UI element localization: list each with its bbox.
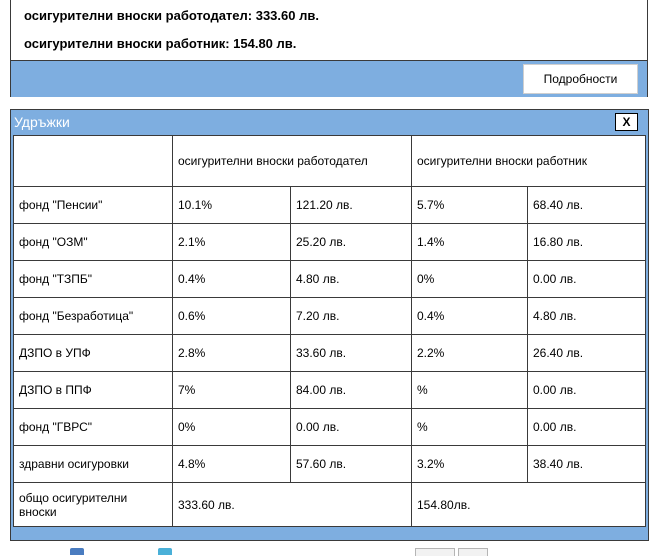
employer-contributions-total: осигурителни вноски работодател: 333.60 лв.: [24, 8, 319, 23]
employee-amount: 16.80 лв.: [528, 224, 646, 261]
contributions-summary: [10, 0, 648, 97]
employer-amount: 121.20 лв.: [291, 187, 412, 224]
summary-footer-bar: [11, 60, 647, 97]
total-row: [14, 483, 646, 527]
employee-percent: 5.7%: [412, 187, 528, 224]
employer-amount: 7.20 лв.: [291, 298, 412, 335]
employee-percent: 2.2%: [412, 335, 528, 372]
header-employer: осигурителни вноски работодател: [173, 136, 412, 187]
details-button[interactable]: Подробности: [523, 64, 638, 94]
table-row: [14, 372, 646, 409]
employer-percent: 2.8%: [173, 335, 291, 372]
employee-contributions-total: осигурителни вноски работник: 154.80 лв.: [24, 36, 297, 51]
row-label: фонд "ОЗМ": [14, 224, 173, 261]
employer-percent: 10.1%: [173, 187, 291, 224]
employer-percent: 0.6%: [173, 298, 291, 335]
employer-percent: 7%: [173, 372, 291, 409]
table-row: [14, 224, 646, 261]
employee-percent: 1.4%: [412, 224, 528, 261]
employee-percent: %: [412, 409, 528, 446]
total-employer: 333.60 лв.: [173, 483, 412, 527]
employee-amount: 4.80 лв.: [528, 298, 646, 335]
employee-percent: 3.2%: [412, 446, 528, 483]
table-row: [14, 446, 646, 483]
employer-amount: 33.60 лв.: [291, 335, 412, 372]
table-row: [14, 335, 646, 372]
row-label: ДЗПО в ППФ: [14, 372, 173, 409]
employee-amount: 0.00 лв.: [528, 372, 646, 409]
row-label: фонд "ТЗПБ": [14, 261, 173, 298]
toolbar-icon[interactable]: [158, 548, 172, 555]
employer-amount: 25.20 лв.: [291, 224, 412, 261]
bottom-controls-strip: [0, 548, 658, 555]
employee-percent: %: [412, 372, 528, 409]
toolbar-icon[interactable]: [70, 548, 84, 555]
row-label: фонд "Пенсии": [14, 187, 173, 224]
table-row: [14, 298, 646, 335]
employer-percent: 0%: [173, 409, 291, 446]
employer-percent: 4.8%: [173, 446, 291, 483]
header-employee: осигурителни вноски работник: [412, 136, 646, 187]
deductions-table: [13, 135, 646, 527]
table-row: [14, 409, 646, 446]
employee-amount: 68.40 лв.: [528, 187, 646, 224]
row-label: фонд "ГВРС": [14, 409, 173, 446]
employee-amount: 0.00 лв.: [528, 409, 646, 446]
total-employee: 154.80лв.: [412, 483, 646, 527]
deductions-panel: [10, 109, 649, 541]
employee-percent: 0.4%: [412, 298, 528, 335]
employer-percent: 0.4%: [173, 261, 291, 298]
employee-percent: 0%: [412, 261, 528, 298]
total-label: общо осигурителни вноски: [14, 483, 173, 527]
deductions-panel-title: Удръжки: [14, 114, 70, 130]
employer-amount: 0.00 лв.: [291, 409, 412, 446]
table-row: [14, 261, 646, 298]
close-button[interactable]: X: [615, 113, 638, 131]
row-label: фонд "Безработица": [14, 298, 173, 335]
employee-amount: 38.40 лв.: [528, 446, 646, 483]
row-label: здравни осигуровки: [14, 446, 173, 483]
employer-amount: 84.00 лв.: [291, 372, 412, 409]
employer-percent: 2.1%: [173, 224, 291, 261]
employee-amount: 0.00 лв.: [528, 261, 646, 298]
header-empty-cell: [14, 136, 173, 187]
row-label: ДЗПО в УПФ: [14, 335, 173, 372]
table-row: [14, 187, 646, 224]
table-header-row: [14, 136, 646, 187]
deductions-panel-header: [11, 110, 648, 134]
employer-amount: 57.60 лв.: [291, 446, 412, 483]
employer-amount: 4.80 лв.: [291, 261, 412, 298]
employee-amount: 26.40 лв.: [528, 335, 646, 372]
